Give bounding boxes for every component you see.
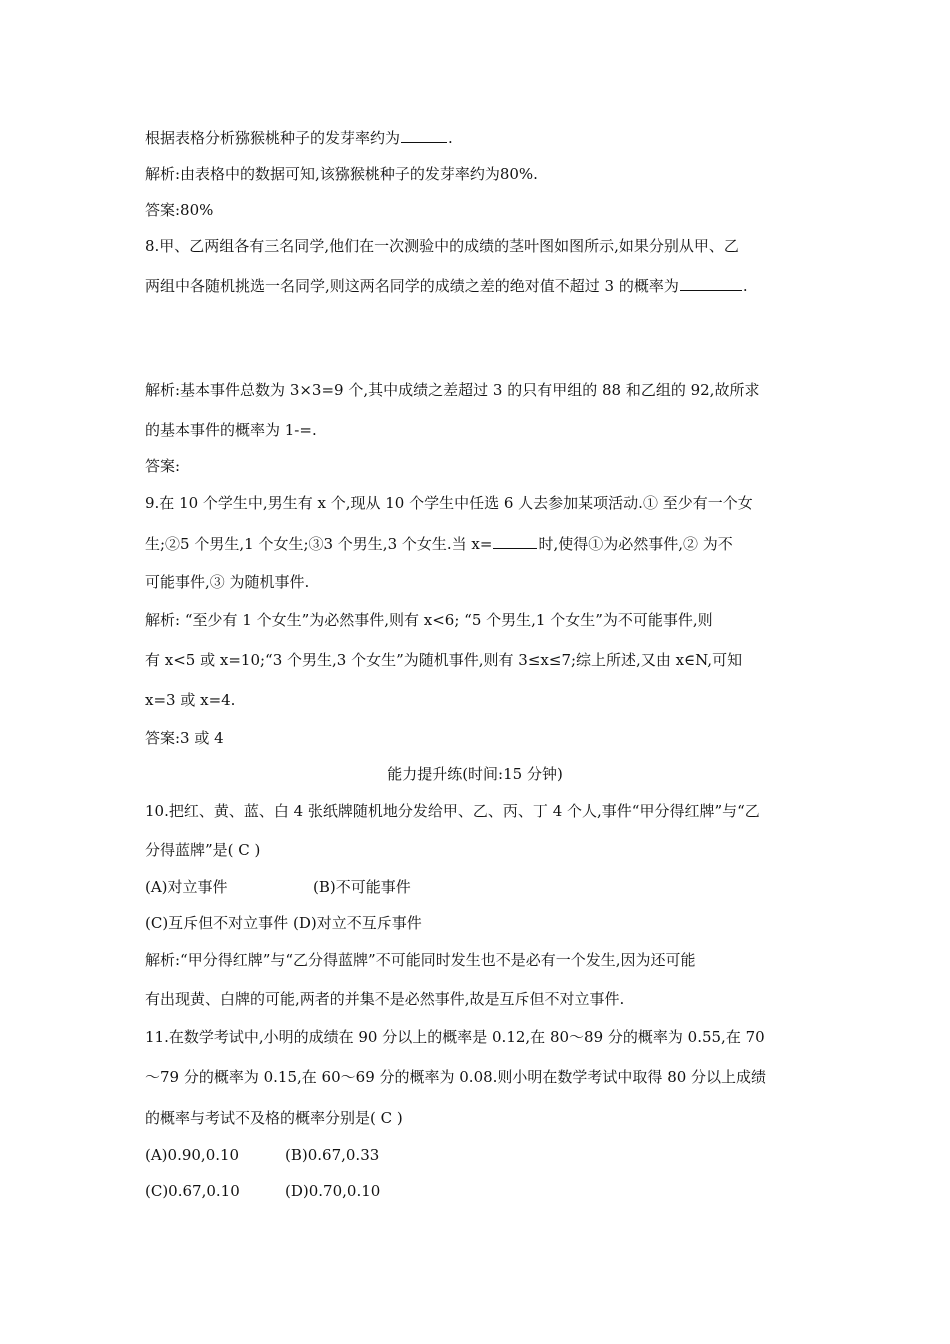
question-text: 生;②5 个男生,1 个女生;③3 个男生,3 个女生.当 x= xyxy=(145,535,493,553)
question-text-cont: 时,使得①为必然事件,② 为不 xyxy=(538,535,733,553)
question-8-line-2 xyxy=(145,275,815,296)
answer-line: 答案:80% xyxy=(145,201,214,219)
section-title: 能力提升练(时间:15 分钟) xyxy=(387,765,563,783)
option-d: (D)0.70,0.10 xyxy=(285,1182,381,1200)
answer-blank xyxy=(493,533,537,549)
period: . xyxy=(448,129,453,147)
question-10-line-1: 10.把红、黄、蓝、白 4 张纸牌随机地分发给甲、乙、丙、丁 4 个人,事件“甲分得红牌”与“乙 xyxy=(145,802,760,820)
analysis-line: 解析:由表格中的数据可知,该猕猴桃种子的发芽率约为80%. xyxy=(145,165,538,183)
analysis-10-line-2: 有出现黄、白牌的可能,两者的并集不是必然事件,故是互斥但不对立事件. xyxy=(145,990,625,1008)
analysis-9-line-1: 解析: “至少有 1 个女生”为必然事件,则有 x<6; “5 个男生,1 个女生”为不可能事件,则 xyxy=(145,611,713,629)
question-10-options-ab xyxy=(145,877,815,897)
question-11-line-3: 的概率与考试不及格的概率分别是( C ) xyxy=(145,1109,403,1127)
option-c: (C)0.67,0.10 xyxy=(145,1182,240,1200)
option-a: (A)0.90,0.10 xyxy=(145,1146,240,1164)
question-11-line-1: 11.在数学考试中,小明的成绩在 90 分以上的概率是 0.12,在 80～89 分的概率为 0.55,在 70 xyxy=(145,1028,765,1046)
option-b: (B)不可能事件 xyxy=(313,878,411,896)
question-text: 根据表格分析猕猴桃种子的发芽率约为 xyxy=(145,129,401,147)
question-9-line-2 xyxy=(145,533,815,554)
answer-blank xyxy=(401,127,447,143)
text-line-germination-question xyxy=(145,127,815,148)
question-8-line-1: 8.甲、乙两组各有三名同学,他们在一次测验中的成绩的茎叶图如图所示,如果分别从甲、乙 xyxy=(145,237,739,255)
question-11-line-2: ～79 分的概率为 0.15,在 60～69 分的概率为 0.08.则小明在数学考试中取得 80 分以上成绩 xyxy=(145,1068,767,1086)
analysis-10-line-1: 解析:“甲分得红牌”与“乙分得蓝牌”不可能同时发生也不是必有一个发生,因为还可能 xyxy=(145,951,696,969)
question-11-options-ab xyxy=(145,1145,815,1165)
answer-8-line: 答案: xyxy=(145,457,181,475)
period: . xyxy=(742,277,748,295)
analysis-9-line-2: 有 x<5 或 x=10;“3 个男生,3 个女生”为随机事件,则有 3≤x≤7;综上所述,又由 x∈N,可知 xyxy=(145,651,743,669)
analysis-9-line-3: x=3 或 x=4. xyxy=(145,691,236,709)
question-11-options-cd xyxy=(145,1181,815,1201)
analysis-8-line-2: 的基本事件的概率为 1-=. xyxy=(145,421,317,439)
analysis-8-line-1: 解析:基本事件总数为 3×3=9 个,其中成绩之差超过 3 的只有甲组的 88 和乙组的 92,故所求 xyxy=(145,381,760,399)
question-10-line-2: 分得蓝牌”是( C ) xyxy=(145,841,261,859)
answer-blank xyxy=(680,275,742,291)
question-9-line-1: 9.在 10 个学生中,男生有 x 个,现从 10 个学生中任选 6 人去参加某项活动.① 至少有一个女 xyxy=(145,494,753,512)
question-10-options-cd xyxy=(145,913,815,933)
question-9-line-3: 可能事件,③ 为随机事件. xyxy=(145,573,310,591)
option-a: (A)对立事件 xyxy=(145,878,228,896)
question-text: 两组中各随机挑选一名同学,则这两名同学的成绩之差的绝对值不超过 3 的概率为 xyxy=(145,277,679,295)
answer-9-line: 答案:3 或 4 xyxy=(145,729,224,747)
option-c: (C)互斥但不对立事件 xyxy=(145,914,289,932)
option-d: (D)对立不互斥事件 xyxy=(292,914,422,932)
option-b: (B)0.67,0.33 xyxy=(285,1146,380,1164)
